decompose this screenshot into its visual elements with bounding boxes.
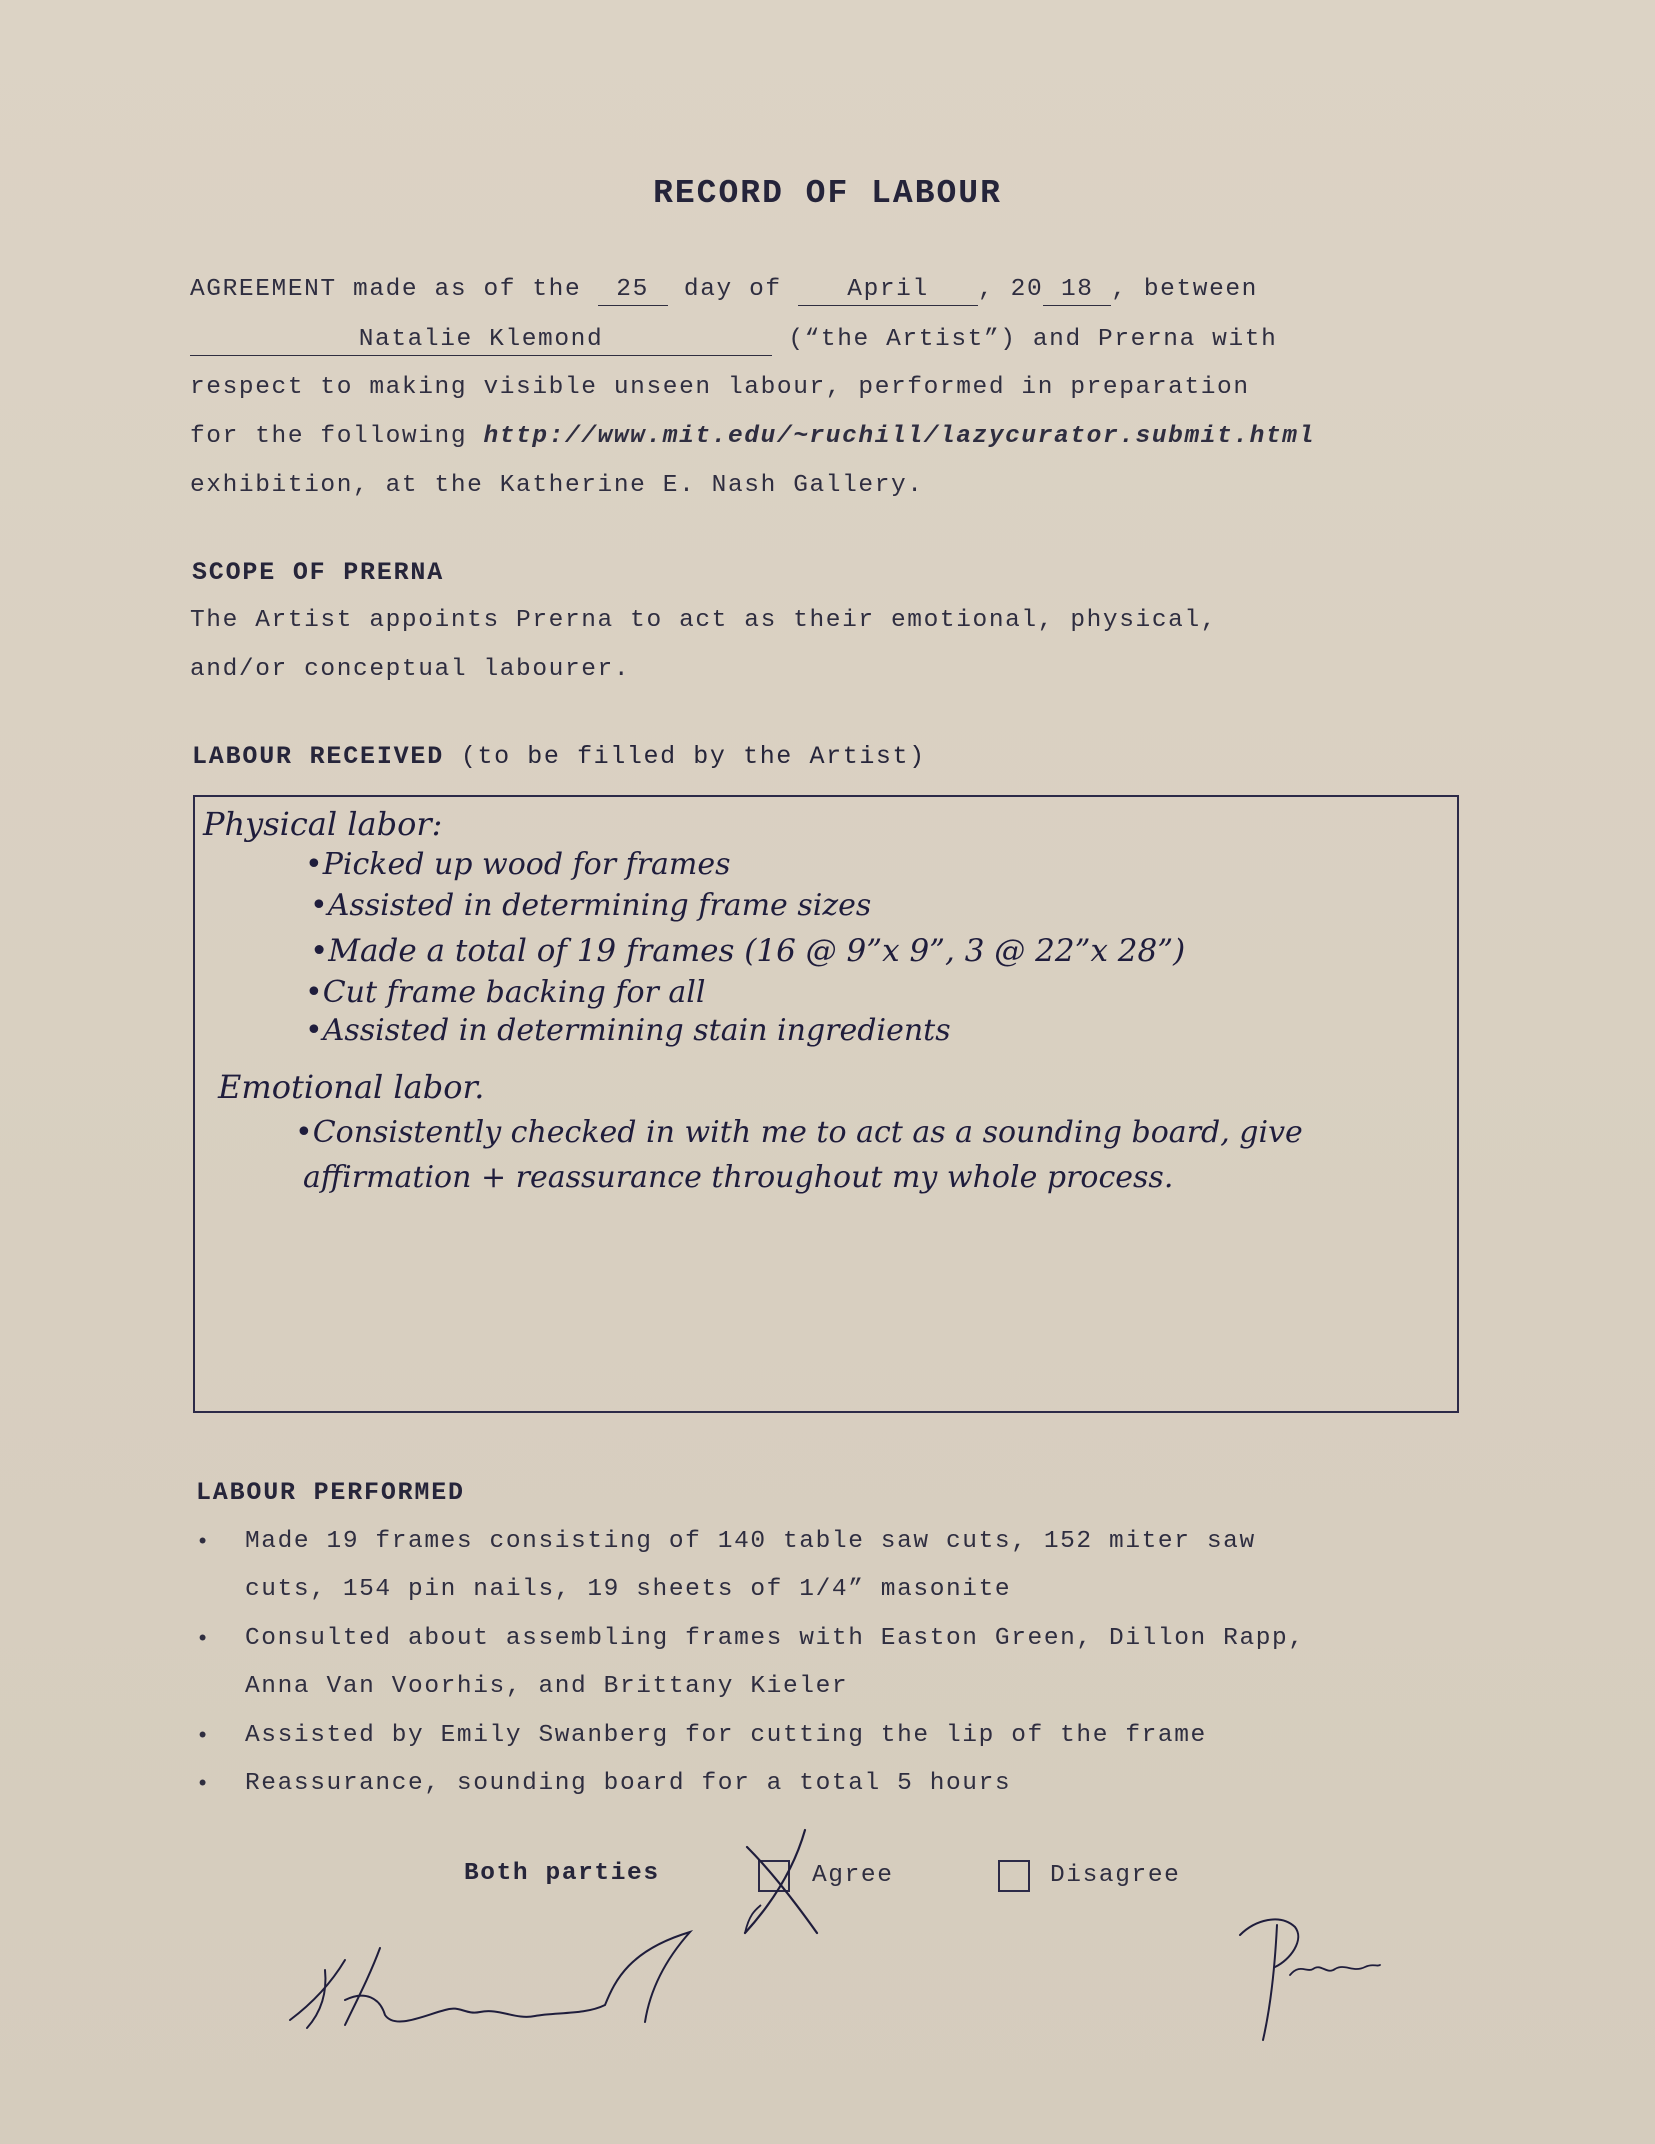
artist-name-field: Natalie Klemond — [190, 325, 772, 356]
physical-item-4: •Cut frame backing for all — [305, 975, 706, 1010]
emotional-line-2: affirmation + reassurance throughout my whole process. — [303, 1160, 1174, 1195]
emotional-labor-title: Emotional labor. — [218, 1068, 485, 1106]
received-heading-text: LABOUR RECEIVED — [192, 742, 445, 771]
day-of-text: day of — [683, 276, 782, 303]
physical-labor-title: Physical labor: — [203, 805, 443, 843]
received-note: (to be filled by the Artist) — [460, 742, 926, 771]
performed-item-3: Assisted by Emily Swanberg for cutting the lip of the frame — [245, 1722, 1207, 1749]
received-heading — [192, 742, 926, 771]
agreement-prefix: AGREEMENT made as of the — [190, 276, 582, 303]
prerna-signature — [1235, 1905, 1385, 2045]
artist-signature — [285, 1920, 705, 2035]
bullet-3: • — [196, 1724, 210, 1749]
artist-suffix: (“the Artist”) and Prerna with — [788, 326, 1278, 353]
bullet-2: • — [196, 1627, 210, 1652]
year-field: 18 — [1043, 275, 1111, 306]
month-field: April — [798, 275, 978, 306]
disagree-label: Disagree — [1050, 1862, 1181, 1889]
physical-item-2: •Assisted in determining frame sizes — [310, 888, 872, 923]
disagree-checkbox[interactable] — [998, 1860, 1030, 1892]
physical-item-5: •Assisted in determining stain ingredients — [305, 1013, 951, 1048]
agreement-line-3: respect to making visible unseen labour, performed in preparation — [190, 374, 1250, 401]
year-prefix: , 20 — [978, 276, 1044, 303]
performed-item-2: Consulted about assembling frames with Easton Green, Dillon Rapp, Anna Van Voorhis, and Brittany Kieler — [245, 1625, 1305, 1700]
day-field: 25 — [598, 275, 668, 306]
performed-heading: LABOUR PERFORMED — [196, 1478, 465, 1507]
between-text: , between — [1111, 276, 1258, 303]
document-title: RECORD OF LABOUR — [653, 175, 1002, 212]
agree-label: Agree — [812, 1862, 894, 1889]
agreement-line-4 — [190, 423, 1315, 450]
bullet-1: • — [196, 1530, 210, 1555]
physical-item-1: •Picked up wood for frames — [305, 847, 731, 882]
emotional-line-1: •Consistently checked in with me to act as a sounding board, give — [295, 1115, 1303, 1150]
scope-line-1: The Artist appoints Prerna to act as their emotional, physical, — [190, 607, 1218, 634]
scope-line-2: and/or conceptual labourer. — [190, 656, 631, 683]
scope-heading: SCOPE OF PRERNA — [192, 558, 445, 587]
performed-item-1: Made 19 frames consisting of 140 table saw cuts, 152 miter saw cuts, 154 pin nails, 19 sheets of 1/4” masonite — [245, 1528, 1256, 1603]
physical-item-3: •Made a total of 19 frames (16 @ 9”x 9”, 3 @ 22”x 28”) — [310, 933, 1186, 969]
performed-item-4: Reassurance, sounding board for a total 5 hours — [245, 1770, 1012, 1797]
agreement-line-1 — [190, 275, 1258, 306]
both-parties-label: Both parties — [464, 1860, 660, 1887]
line4-prefix: for the following — [190, 423, 468, 450]
bullet-4: • — [196, 1772, 210, 1797]
agreement-line-2 — [190, 325, 1277, 356]
agreement-line-5: exhibition, at the Katherine E. Nash Gallery. — [190, 472, 924, 499]
exhibition-url: http://www.mit.edu/~ruchill/lazycurator.submit.html — [483, 423, 1315, 450]
